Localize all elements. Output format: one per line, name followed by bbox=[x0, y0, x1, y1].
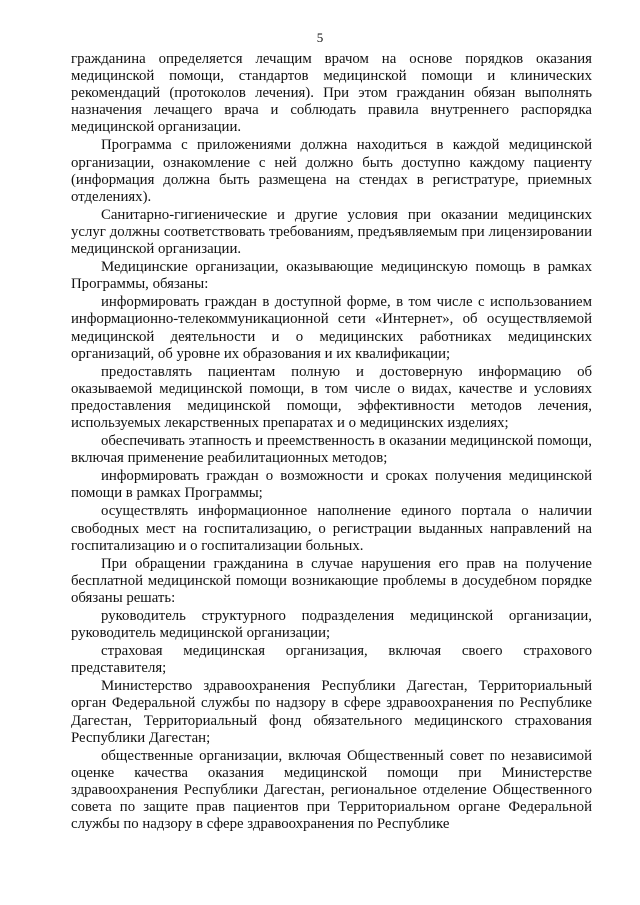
list-item: информировать граждан в доступной форме, в том числе с использованием информационно-телекоммуникационной сети «Интернет», об осуществляемой медицинской деятельности и о медицинских работниках медицинских организаций, об уровне их образования и их квалификации; bbox=[71, 294, 592, 362]
list-item: информировать граждан о возможности и сроках получения медицинской помощи в рамках Программы; bbox=[71, 468, 592, 502]
paragraph: При обращении гражданина в случае нарушения его прав на получение бесплатной медицинской помощи возникающие проблемы в досудебном порядке обязаны решать: bbox=[71, 555, 592, 606]
list-item: обеспечивать этапность и преемственность в оказании медицинской помощи, включая применение реабилитационных методов; bbox=[71, 433, 592, 467]
paragraph: Медицинские организации, оказывающие медицинскую помощь в рамках Программы, обязаны: bbox=[71, 259, 592, 293]
paragraph: Санитарно-гигиенические и другие условия при оказании медицинских услуг должны соответствовать требованиям, предъявляемым при лицензировании медицинской организации. bbox=[71, 206, 592, 258]
list-item: общественные организации, включая Общественный совет по независимой оценке качества оказания медицинской помощи при Министерстве здравоохранения Республики Дагестан, региональное отделение Общественного совета по защите прав пациентов при Территориальном органе Федеральной службы по надзору в сфере здравоохранения по Республике bbox=[71, 747, 592, 833]
list-item: Министерство здравоохранения Республики Дагестан, Территориальный орган Федеральной службы по надзору в сфере здравоохранения по Республике Дагестан, Территориальный фонд обязательного медицинского страхования Республики Дагестан; bbox=[71, 678, 592, 746]
list-item: руководитель структурного подразделения медицинской организации, руководитель медицинской организации; bbox=[71, 608, 592, 642]
paragraph: Программа с приложениями должна находиться в каждой медицинской организации, ознакомление с ней должно быть доступно каждому пациенту (информация должна быть размещена на стендах в регистратуре, приемных отделениях). bbox=[71, 137, 592, 205]
page-number: 5 bbox=[316, 30, 324, 45]
document-body bbox=[71, 51, 592, 833]
paragraph-continuation: гражданина определяется лечащим врачом на основе порядков оказания медицинской помощи, стандартов медицинской помощи и клинических рекомендаций (протоколов лечения). При этом гражданин обязан выполнять назначения лечащего врача и соблюдать правила внутреннего распорядка медицинской организации. bbox=[71, 51, 592, 136]
list-item: предоставлять пациентам полную и достоверную информацию об оказываемой медицинской помощи, в том числе о видах, качестве и условиях предоставления медицинской помощи, эффективности методов лечения, используемых лекарственных препаратах и о медицинских изделиях; bbox=[71, 363, 592, 431]
list-item: осуществлять информационное наполнение единого портала о наличии свободных мест на госпитализацию, о регистрации выданных направлений на госпитализацию и о госпитализации больных. bbox=[71, 503, 592, 554]
list-item: страховая медицинская организация, включая своего страхового представителя; bbox=[71, 643, 592, 677]
